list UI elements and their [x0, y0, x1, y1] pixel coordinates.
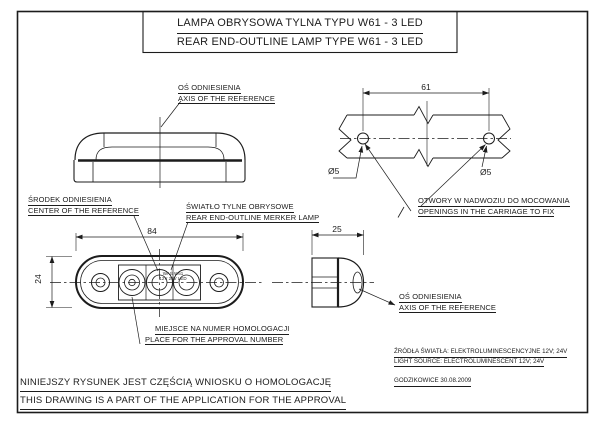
title-line-en: REAR END-OUTLINE LAMP TYPE W61 - 3 LED: [143, 34, 457, 53]
hole-diameter-left-label: Ø5: [328, 166, 340, 176]
axis-reference-label-top: OŚ ODNIESIENIA AXIS OF THE REFERENCE: [178, 83, 275, 103]
title-block: [143, 15, 457, 53]
dimension-24-label: 24: [33, 274, 43, 284]
dimension-84-label: 84: [147, 226, 157, 236]
light-source-note: ŹRÓDŁA ŚWIATŁA: ELEKTROLUMINESCENCYJNE 12V; 24V LIGHT SOURCE: ELECTROLUMINESCENT 12V; 24V: [394, 348, 567, 367]
approval-number-label: MIEJSCE NA NUMER HOMOLOGACJI PLACE FOR THE APPROVAL NUMBER: [145, 324, 290, 344]
lamp-marking-line2: 12V 24V LED: [159, 276, 187, 281]
end-view: [272, 230, 395, 307]
marker-lamp-label: ŚWIATŁO TYLNE OBRYSOWE REAR END-OUTLINE MERKER LAMP: [186, 202, 320, 222]
mounting-openings-label: OTWORY W NADWOZIU DO MOCOWANIA OPENINGS IN THE CARRIAGE TO FIX: [418, 196, 570, 216]
place-date-note: GODZIKOWICE 30.08.2009: [394, 377, 471, 387]
center-reference-label: ŚRODEK ODNIESIENIA CENTER OF THE REFERENCE: [28, 195, 139, 215]
lamp-marking-text: [146, 271, 200, 281]
dimension-61-label: 61: [421, 82, 431, 92]
dimension-25-label: 25: [332, 224, 342, 234]
axis-reference-label-side: OŚ ODNIESIENIA AXIS OF THE REFERENCE: [399, 292, 496, 312]
title-line-pl: LAMPA OBRYSOWA TYLNA TYPU W61 - 3 LED: [143, 15, 457, 34]
lamp-marking-line1: WAŚ W61: [162, 271, 184, 276]
approval-footer-note: NINIEJSZY RYSUNEK JEST CZĘŚCIĄ WNIOSKU O HOMOLOGACJĘ THIS DRAWING IS A PART OF THE APPLICATION FOR THE APPROVAL: [20, 376, 346, 412]
side-view: [74, 101, 245, 188]
hole-diameter-right-label: Ø5: [480, 167, 492, 177]
